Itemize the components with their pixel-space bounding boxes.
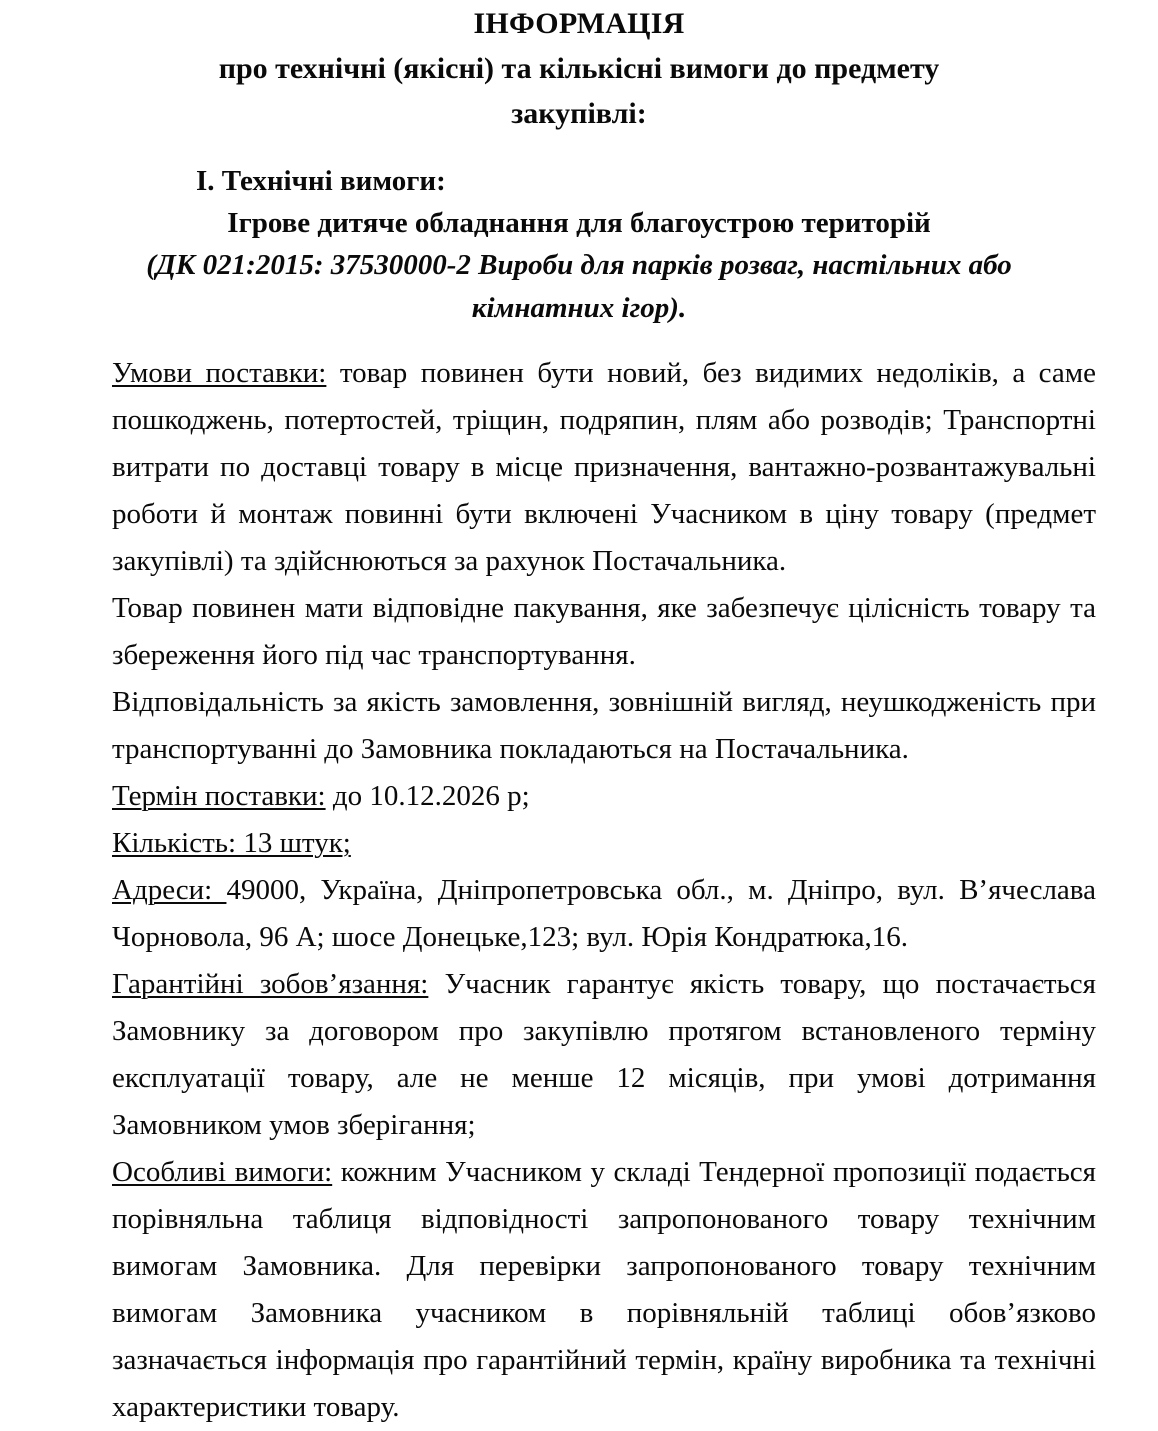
clause-addresses-text: 49000, Україна, Дніпропетровська обл., м. Дніпро, вул. В’ячеслава Чорновола, 96 А; шосе Донецьке,123; вул. Юрія Кондратюка,16. — [112, 874, 1096, 953]
body-text — [0, 350, 1158, 1431]
clause-delivery-conditions-label: Умови поставки: — [112, 357, 327, 389]
clause-packaging — [112, 585, 1096, 679]
clause-special-requirements-text: кожним Учасником у складі Тендерної пропозиції подається порівняльна таблиця відповідності запропонованого товару технічним вимогам Замовника. Для перевірки запропонованого товару технічним вимогам Замовника учасником в порівняльній таблиці обов’язково зазначається інформація про гарантійний термін, країну виробника та технічні характеристики товару. — [112, 1156, 1097, 1423]
section-number-title: І. Технічні вимоги: — [196, 165, 446, 197]
section-heading — [0, 160, 1158, 330]
clause-special-requirements — [112, 1149, 1096, 1431]
title-block — [0, 0, 1158, 136]
clause-delivery-term-label: Термін поставки: — [112, 780, 326, 812]
clause-warranty — [112, 961, 1096, 1149]
document-subtitle: про технічні (якісні) та кількісні вимоги до предмету закупівлі: — [218, 52, 940, 130]
cpv-code-line: (ДК 021:2015: 37530000-2 Вироби для парків розваг, настільних або кімнатних ігор). — [146, 249, 1012, 324]
clause-delivery-term-text: до 10.12.2026 р; — [325, 780, 530, 812]
clause-special-requirements-label: Особливі вимоги: — [112, 1156, 333, 1188]
clause-addresses — [112, 867, 1096, 961]
clause-delivery-term — [112, 773, 1096, 820]
clause-warranty-label: Гарантійні зобов’язання: — [112, 968, 429, 1000]
clause-warranty-text: Учасник гарантує якість товару, що постачається Замовнику за договором про закупівлю протягом встановленого терміну експлуатації товару, але не менше 12 місяців, при умові дотримання Замовником умов зберігання; — [112, 968, 1096, 1141]
page-title: ІНФОРМАЦІЯ — [473, 7, 685, 40]
clause-responsibility — [112, 679, 1096, 773]
clause-quantity — [112, 820, 1096, 867]
procurement-subject: Ігрове дитяче обладнання для благоустрою територій — [227, 207, 931, 239]
clause-responsibility-text: Відповідальність за якість замовлення, зовнішній вигляд, неушкодженість при транспортуванні до Замовника покладаються на Постачальника. — [112, 686, 1096, 765]
clause-addresses-label: Адреси: — [112, 874, 227, 906]
clause-delivery-conditions-text: товар повинен бути новий, без видимих недоліків, а саме пошкоджень, потертостей, тріщин, подряпин, плям або розводів; Транспортні витрати по доставці товару в місце призначення, вантажно-розвантажувальні роботи й монтаж повинні бути включені Учасником в ціну товару (предмет закупівлі) та здійснюються за рахунок Постачальника. — [112, 357, 1096, 577]
clause-quantity-label: Кількість: 13 штук; — [112, 827, 351, 859]
clause-delivery-conditions — [112, 350, 1096, 585]
clause-packaging-text: Товар повинен мати відповідне пакування, яке забезпечує цілісність товару та збереження його під час транспортування. — [112, 592, 1096, 671]
